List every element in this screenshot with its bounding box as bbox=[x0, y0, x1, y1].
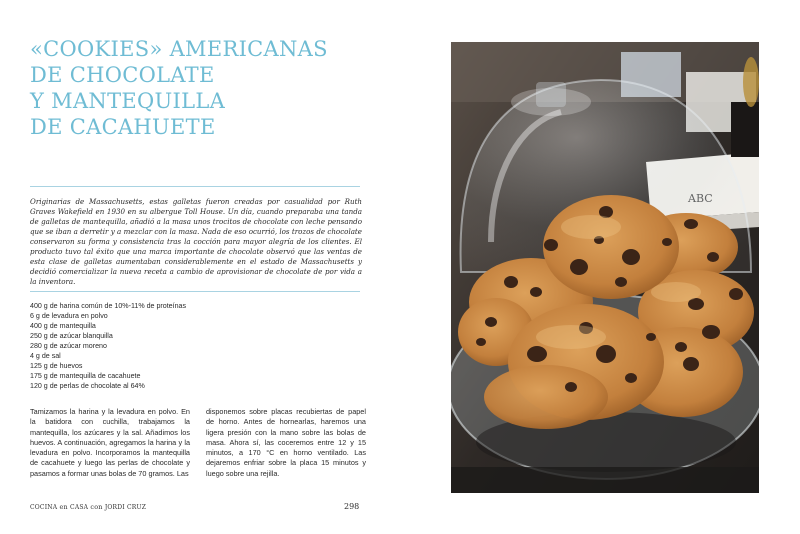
footer-word-cocina: COCINA bbox=[30, 504, 58, 511]
ingredient-item: 400 g de mantequilla bbox=[30, 322, 96, 330]
intro-paragraph: Originarias de Massachusetts, estas galletas fueron creadas por casualidad por Ruth Graves Wakefield en 1930 en su albergue Toll House. Un día, cuando preparaba una tanda de galletas de mantequilla, añadió a la masa unos trocitos de chocolate con leche pensando que se iban a derretir y a mezclar con la masa. Nada de eso ocurrió, los trozos de chocolate conservaron su forma y consistencia tras la cocción para mayor alegría de los clientes. El producto tuvo tal éxito que una marca importante de chocolate observó que las ventas de esta clase de galletas aumentaban considerablemente en el estado de Massachusetts y decidió comercializar la nueva receta a cambio de aprovisionar de chocolate de por vida a la inventora. bbox=[30, 197, 362, 286]
method-text bbox=[30, 407, 366, 479]
cookie bbox=[484, 365, 608, 429]
ingredient-item: 4 g de sal bbox=[30, 352, 61, 360]
footer-word-en: en bbox=[57, 503, 71, 511]
cookies-photo bbox=[451, 42, 759, 493]
middle-divider bbox=[30, 291, 360, 292]
method-column-2: disponemos sobre placas recubiertas de papel de horno. Antes de hornearlas, haremos una ligera presión con la mano sobre las bolas de masa. Ahora sí, las coceremos entre 12 y 15 minutos, a 170 °C en horno ventilado. Las dejaremos enfriar sobre la placa 15 minutos y luego sobre una rejilla. bbox=[206, 407, 366, 478]
ingredient-item: 280 g de azúcar moreno bbox=[30, 342, 107, 350]
ingredient-item: 175 g de mantequilla de cacahuete bbox=[30, 372, 141, 380]
page-number: 298 bbox=[344, 502, 360, 511]
ingredient-item: 400 g de harina común de 10%-11% de proteínas bbox=[30, 302, 187, 310]
cookies-photo-illustration bbox=[451, 42, 759, 493]
ingredient-item: 250 g de azúcar blanquilla bbox=[30, 332, 113, 340]
title-line-4: DE CACAHUETE bbox=[30, 115, 216, 139]
title-line-2: DE CHOCOLATE bbox=[30, 63, 215, 87]
title-line-3: Y MANTEQUILLA bbox=[30, 89, 226, 113]
running-footer bbox=[30, 503, 146, 511]
ingredient-item: 125 g de huevos bbox=[30, 362, 83, 370]
footer-author: JORDI CRUZ bbox=[104, 504, 147, 511]
ingredient-item: 6 g de levadura en polvo bbox=[30, 312, 108, 320]
ingredient-item: 120 g de perlas de chocolate al 64% bbox=[30, 382, 145, 390]
title-line-1: «COOKIES» AMERICANAS bbox=[30, 37, 328, 61]
ingredient-list bbox=[30, 301, 230, 391]
footer-word-con: con bbox=[88, 503, 105, 511]
recipe-title bbox=[30, 36, 400, 140]
method-column-1: Tamizamos la harina y la levadura en polvo. En la batidora con cuchilla, trabajamos la mantequilla, los azúcares y la sal. Añadimos los huevos. A continuación, agregamos la harina y la levadura en polvo. Incorporamos la mantequilla de cacahuete y luego las perlas de chocolate y pasamos a formar unas bolas de 70 gramos. Las bbox=[30, 407, 190, 478]
footer-word-casa: CASA bbox=[70, 504, 89, 511]
top-divider bbox=[30, 186, 360, 187]
